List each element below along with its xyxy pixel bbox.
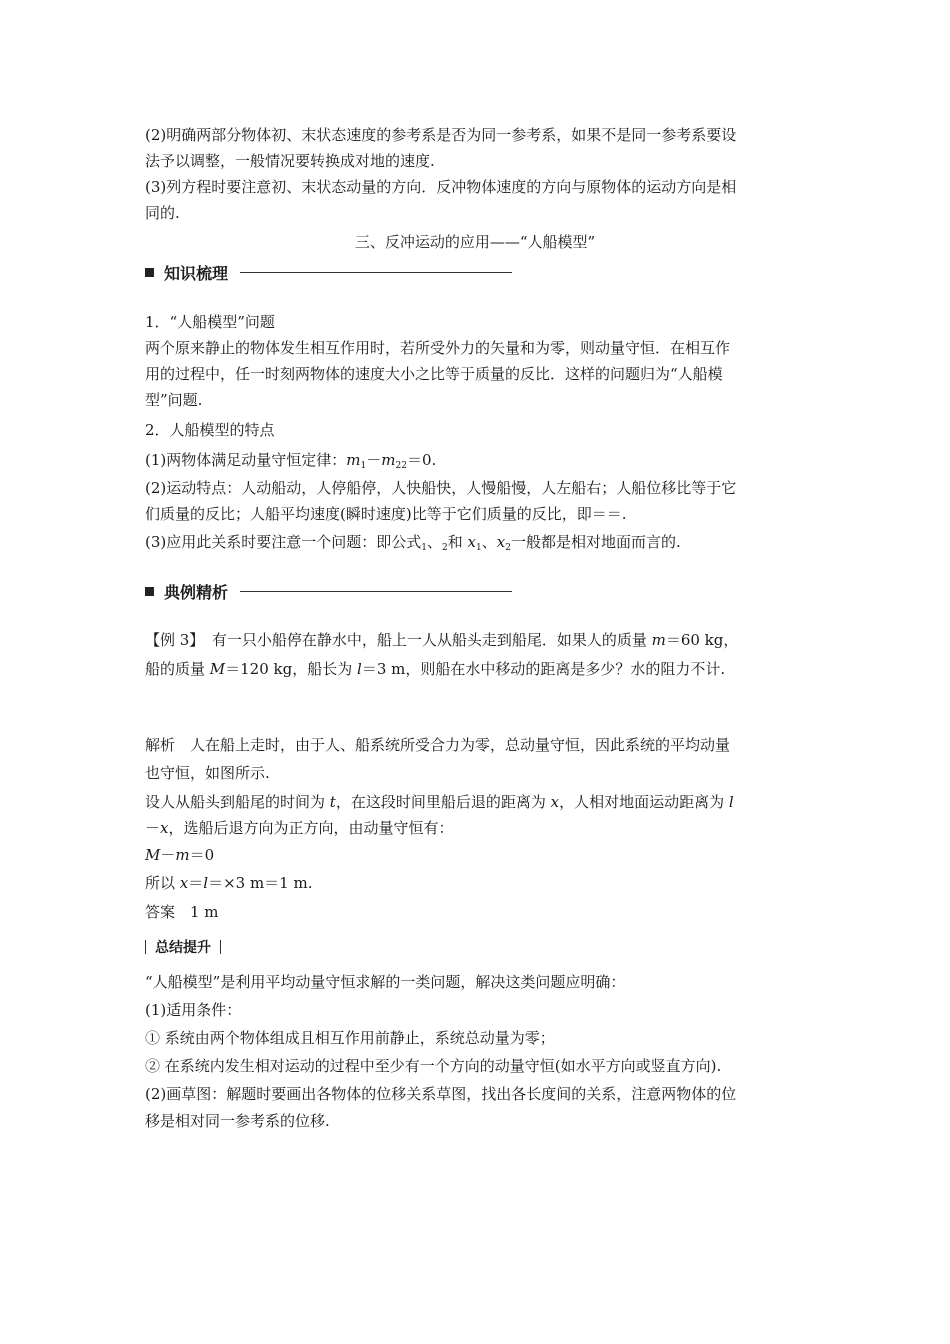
heading-rule — [240, 272, 512, 273]
knowledge-heading — [145, 259, 512, 285]
intro-p2-line2: 法予以调整，一般情况要转换成对地的速度. — [145, 152, 435, 170]
example3-text: ＝120 kg，船长为 — [225, 660, 357, 678]
item1-title: 1．“人船模型”问题 — [145, 313, 275, 331]
math-l: l — [203, 874, 209, 892]
example3-text: ＝60 kg， — [665, 631, 739, 649]
solution-line1: 解析 人在船上走时，由于人、船系统所受合力为零，总动量守恒，因此系统的平均动量 — [145, 736, 731, 754]
math-minus: － — [145, 819, 161, 837]
solution-text: ，人相对地面运动距离为 — [559, 793, 729, 811]
examples-heading-label: 典例精析 — [164, 582, 229, 602]
solution-text: ＝×3 m＝1 m. — [208, 874, 313, 892]
math-M: M — [209, 660, 226, 678]
solution-line6 — [145, 870, 815, 896]
math-M: M — [145, 846, 161, 864]
math-sub: 1 — [475, 543, 482, 553]
math-x: x — [550, 793, 560, 811]
math-x: x — [160, 819, 169, 837]
item2-title: 2．人船模型的特点 — [145, 421, 275, 439]
solution-text: 设人从船头到船尾的时间为 — [145, 793, 330, 811]
summary-heading — [145, 934, 221, 960]
item2-p3-suffix: 一般都是相对地面而言的. — [510, 533, 681, 551]
summary-line4: ② 在系统内发生相对运动的过程中至少有一个方向的动量守恒(如水平方向或竖直方向). — [145, 1057, 722, 1075]
math-m: m — [381, 451, 396, 469]
bracket-bar-right — [220, 940, 221, 954]
example3-label: 【例 3】 — [145, 631, 197, 649]
solution-equation — [145, 842, 815, 868]
math-m: m — [651, 631, 666, 649]
separator: 、 — [481, 533, 497, 551]
math-x: x — [467, 533, 476, 551]
math-minus: － — [366, 451, 382, 469]
math-sub: 2 — [505, 543, 511, 553]
bracket-bar-left — [145, 940, 146, 954]
math-m: m — [346, 451, 361, 469]
knowledge-heading-label: 知识梳理 — [164, 263, 229, 283]
math-t: t — [329, 793, 336, 811]
math-x: x — [179, 874, 189, 892]
summary-line6: 移是相对同一参考系的位移. — [145, 1112, 330, 1130]
item2-p1 — [145, 447, 815, 473]
example3-line2 — [145, 656, 815, 682]
solution-text: 所以 — [145, 874, 180, 892]
math-sub: 1 — [421, 543, 427, 553]
summary-line3: ① 系统由两个物体组成且相互作用前静止，系统总动量为零； — [145, 1029, 555, 1047]
heading-rule — [240, 591, 512, 592]
summary-line5: (2)画草图：解题时要画出各物体的位移关系草图，找出各长度间的关系，注意两物体的位 — [145, 1085, 737, 1103]
solution-line4 — [145, 815, 815, 841]
math-minus: － — [160, 846, 176, 864]
item2-p3 — [145, 529, 815, 555]
conjunction: 和 — [447, 533, 468, 551]
item2-p2-line1: (2)运动特点：人动船动，人停船停，人快船快，人慢船慢，人左船右；人船位移比等于它 — [145, 479, 737, 497]
math-equals: ＝0 — [189, 846, 215, 864]
intro-p3-line2: 同的. — [145, 204, 180, 222]
item2-p1-prefix: (1)两物体满足动量守恒定律： — [145, 451, 347, 469]
summary-line1: “人船模型”是利用平均动量守恒求解的一类问题，解决这类问题应明确： — [145, 973, 626, 991]
math-sub: 2 — [401, 461, 407, 471]
math-l: l — [728, 793, 734, 811]
item2-p1-suffix: ＝0. — [406, 451, 437, 469]
solution-line3 — [145, 789, 815, 815]
item2-p2-line2: 们质量的反比；人船平均速度(瞬时速度)比等于它们质量的反比，即＝＝. — [145, 505, 627, 523]
solution-text: ，选船后退方向为正方向，由动量守恒有： — [168, 819, 454, 837]
square-bullet-icon — [145, 268, 154, 277]
separator: 、 — [426, 533, 442, 551]
math-sub: 2 — [442, 543, 448, 553]
examples-heading — [145, 578, 512, 604]
example3-text: 有一只小船停在静水中，船上一人从船头走到船尾．如果人的质量 — [196, 631, 652, 649]
example3-text: ＝3 m，则船在水中移动的距离是多少？水的阻力不计. — [361, 660, 726, 678]
math-sub: 2 — [395, 461, 402, 471]
math-l: l — [357, 660, 362, 678]
solution-text: ，在这段时间里船后退的距离为 — [335, 793, 551, 811]
answer: 答案 1 m — [145, 903, 219, 921]
intro-p2-line1: (2)明确两部分物体初、末状态速度的参考系是否为同一参考系，如果不是同一参考系要设 — [145, 126, 737, 144]
item1-line2: 用的过程中，任一时刻两物体的速度大小之比等于质量的反比．这样的问题归为“人船模 — [145, 365, 723, 383]
summary-heading-label: 总结提升 — [155, 940, 211, 956]
section3-title: 三、反冲运动的应用——“人船模型” — [354, 233, 596, 251]
item1-line3: 型”问题. — [145, 391, 203, 409]
square-bullet-icon — [145, 587, 154, 596]
example3-text: 船的质量 — [145, 660, 210, 678]
solution-line2: 也守恒，如图所示. — [145, 764, 270, 782]
math-equals: ＝ — [188, 874, 204, 892]
math-sub: 1 — [360, 461, 367, 471]
item1-line1: 两个原来静止的物体发生相互作用时，若所受外力的矢量和为零，则动量守恒．在相互作 — [145, 339, 731, 357]
example3-line1 — [145, 627, 815, 653]
math-x: x — [496, 533, 506, 551]
summary-line2: (1)适用条件： — [145, 1001, 242, 1019]
item2-p3-prefix: (3)应用此关系时要注意一个问题：即公式 — [145, 533, 422, 551]
intro-p3-line1: (3)列方程时要注意初、末状态动量的方向．反冲物体速度的方向与原物体的运动方向是相 — [145, 178, 737, 196]
math-m: m — [175, 846, 190, 864]
